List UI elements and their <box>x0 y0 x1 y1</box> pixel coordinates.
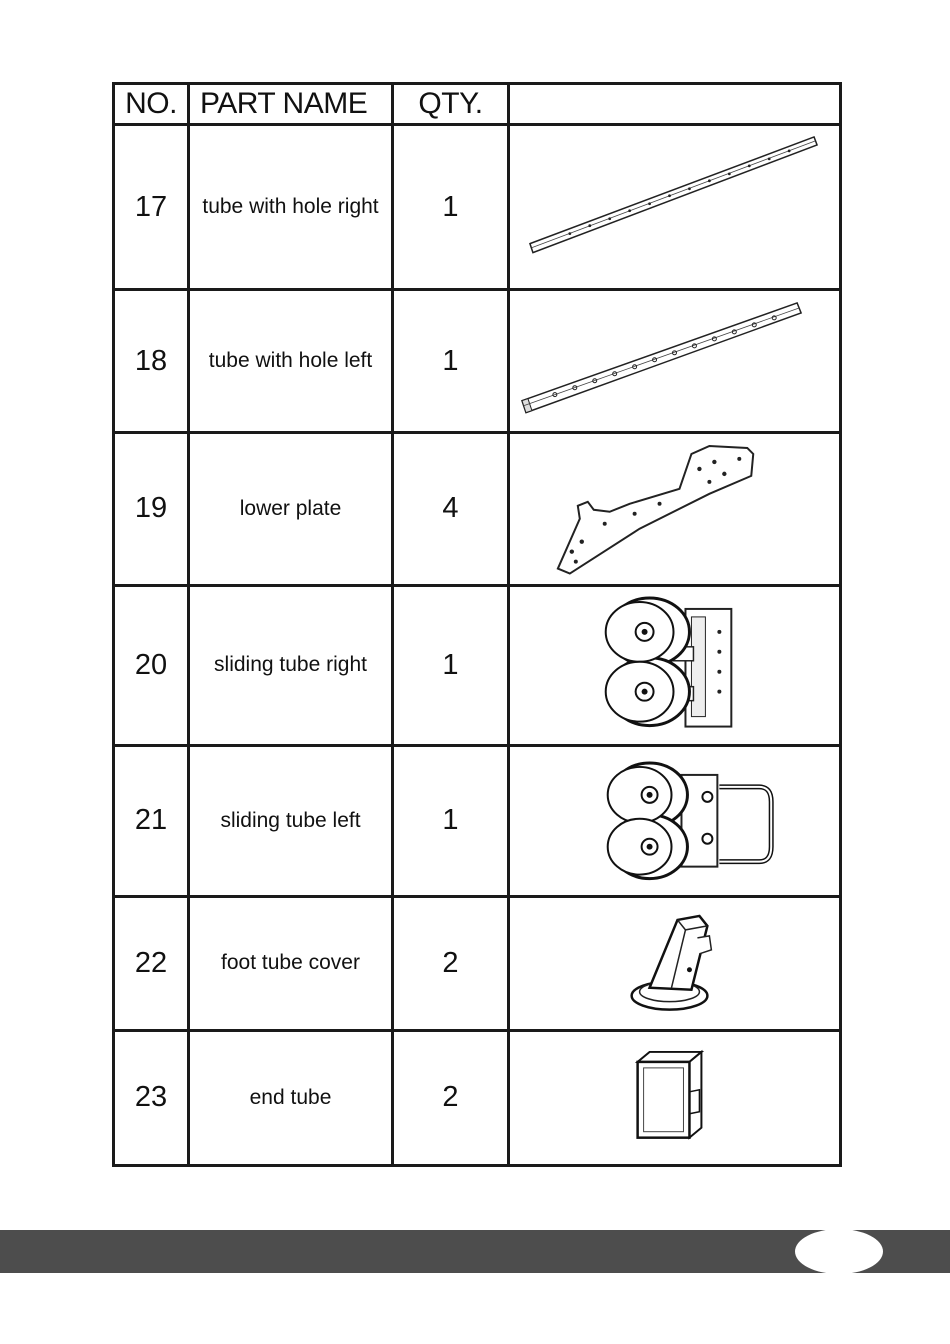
header-no: NO. <box>114 84 189 125</box>
part-qty: 2 <box>393 896 509 1031</box>
part-number: 18 <box>114 290 189 433</box>
part-number: 20 <box>114 585 189 746</box>
part-image-cell <box>509 746 841 897</box>
table-row <box>114 290 841 433</box>
part-name: sliding tube right <box>189 585 393 746</box>
part-image-cell <box>509 1031 841 1166</box>
part-image-cell <box>509 585 841 746</box>
part-name: tube with hole right <box>189 125 393 290</box>
end-tube-icon <box>510 1032 839 1164</box>
part-number: 21 <box>114 746 189 897</box>
table-row <box>114 433 841 586</box>
part-qty: 1 <box>393 746 509 897</box>
part-name: end tube <box>189 1031 393 1166</box>
table-row <box>114 585 841 746</box>
part-name: foot tube cover <box>189 896 393 1031</box>
part-image-cell <box>509 290 841 433</box>
part-image-cell <box>509 896 841 1031</box>
part-number: 17 <box>114 125 189 290</box>
table-row <box>114 1031 841 1166</box>
part-qty: 1 <box>393 585 509 746</box>
sliding-tube-left-icon <box>510 747 839 895</box>
part-qty: 2 <box>393 1031 509 1166</box>
part-qty: 1 <box>393 290 509 433</box>
tube-with-holes-left-icon <box>510 291 839 431</box>
part-name: lower plate <box>189 433 393 586</box>
header-image <box>509 84 841 125</box>
part-name: sliding tube left <box>189 746 393 897</box>
part-number: 23 <box>114 1031 189 1166</box>
table-row <box>114 125 841 290</box>
part-qty: 4 <box>393 433 509 586</box>
part-qty: 1 <box>393 125 509 290</box>
page-number-oval <box>795 1229 883 1274</box>
sliding-tube-right-icon <box>510 587 839 745</box>
header-row <box>114 84 841 125</box>
table-row <box>114 896 841 1031</box>
part-name: tube with hole left <box>189 290 393 433</box>
lower-plate-icon <box>510 434 839 584</box>
foot-tube-cover-icon <box>510 898 839 1030</box>
header-part-name: PART NAME <box>189 84 393 125</box>
part-image-cell <box>509 125 841 290</box>
tube-with-holes-right-icon <box>510 127 839 287</box>
part-number: 19 <box>114 433 189 586</box>
table-row <box>114 746 841 897</box>
header-qty: QTY. <box>393 84 509 125</box>
part-image-cell <box>509 433 841 586</box>
parts-table <box>112 82 842 1167</box>
part-number: 22 <box>114 896 189 1031</box>
